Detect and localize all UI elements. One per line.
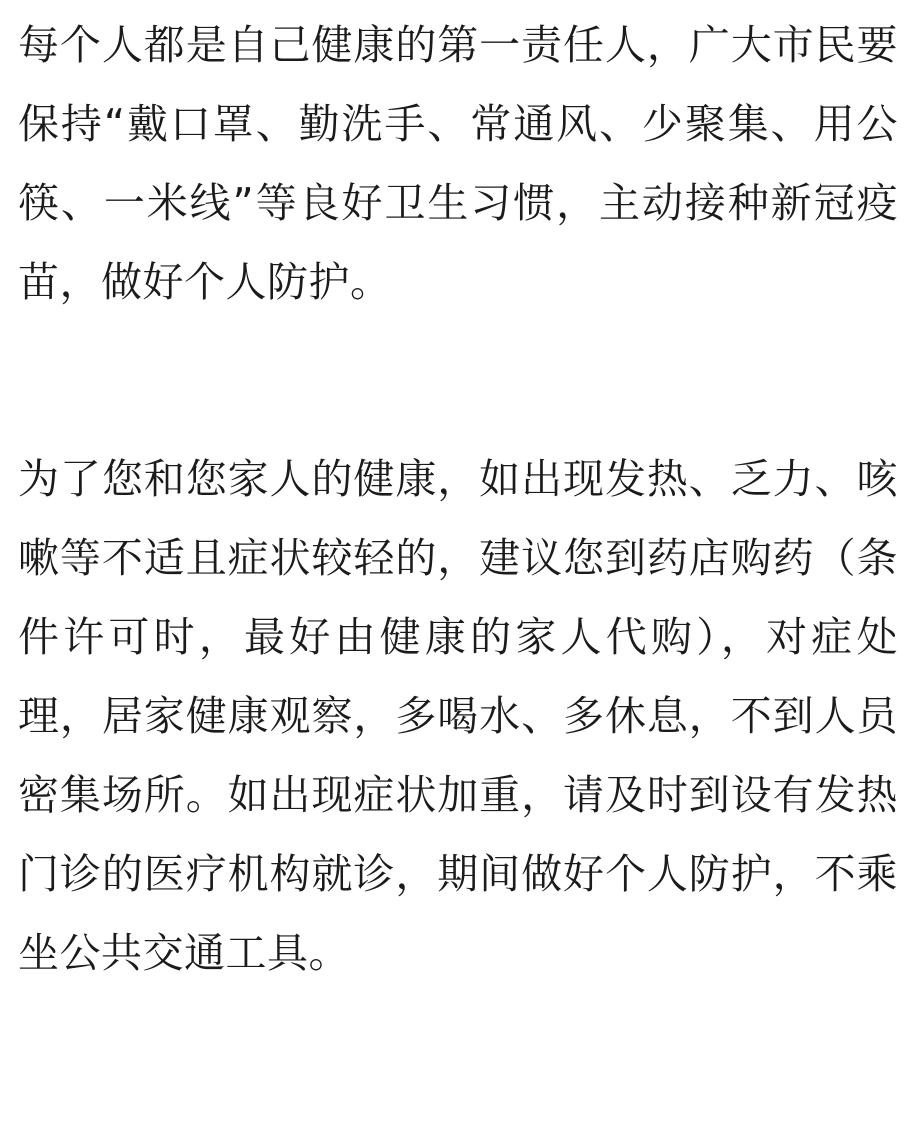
paragraph-2: 为了您和您家人的健康，如出现发热、乏力、咳嗽等不适且症状较轻的，建议您到药店购药（条件许可时，最好由健康的家人代购），对症处理，居家健康观察，多喝水、多休息，不到人员密集场所。如出现症状加重，请及时到设有发热门诊的医疗机构就诊，期间做好个人防护，不乘坐公共交通工具。 (18, 455, 898, 977)
article-body (18, 6, 898, 993)
paragraph-1: 每个人都是自己健康的第一责任人，广大市民要保持“戴口罩、勤洗手、常通风、少聚集、用公筷、一米线”等良好卫生习惯，主动接种新冠疫苗，做好个人防护。 (18, 21, 898, 306)
